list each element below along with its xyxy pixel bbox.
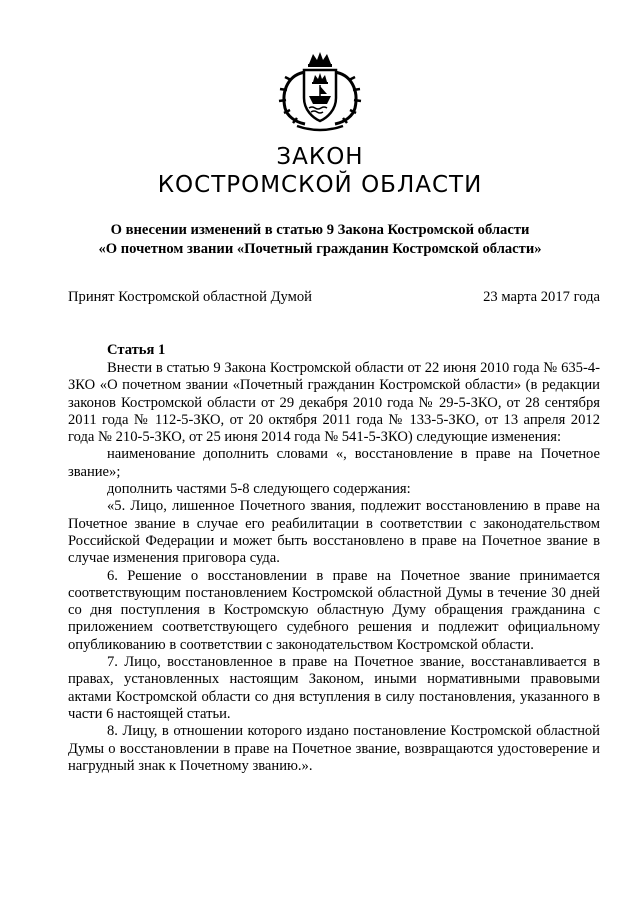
document-title-line-2: «О почетном звании «Почетный гражданин Костромской области» xyxy=(98,241,542,257)
law-region: КОСТРОМСКОЙ ОБЛАСТИ xyxy=(157,172,483,198)
coat-of-arms-icon xyxy=(271,50,369,132)
paragraph: 6. Решение о восстановлении в праве на Почетное звание принимается соответствующим постановлением Костромской областной Думы в течение 30 дней со дня поступления в Костромскую областную Думу обращения гражданина с приложением соответствующего судебного решения и подлежит официальному опубликованию в соответствии с законодательством Костромской области. xyxy=(68,567,600,653)
adoption-date: 23 марта 2017 года xyxy=(483,289,600,305)
paragraph: 8. Лицу, в отношении которого издано постановление Костромской областной Думы о восстановлении в праве на Почетное звание, возвращаются удостоверение и нагрудный знак к Почетному званию.». xyxy=(68,723,600,774)
article-heading: Статья 1 xyxy=(107,342,166,358)
article-body xyxy=(68,360,600,775)
paragraph: дополнить частями 5-8 следующего содержания: xyxy=(107,481,411,498)
paragraph: Внести в статью 9 Закона Костромской области от 22 июня 2010 года № 635-4-ЗКО «О почетном звании «Почетный гражданин Костромской области» (в редакции законов Костромской области от 29 декабря 2010 года № 29-5-ЗКО, от 28 сентября 2011 года № 112-5-ЗКО, от 20 октября 2011 года № 133-5-ЗКО, от 13 апреля 2012 года № 210-5-ЗКО, от 25 июня 2014 года № 541-5-ЗКО) следующие изменения: xyxy=(68,360,600,446)
law-word: ЗАКОН xyxy=(276,144,364,170)
paragraph: 7. Лицо, восстановленное в праве на Почетное звание, восстанавливается в правах, установленных настоящим Законом, иными нормативными правовыми актами Костромской области со дня вступления в силу постановления, указанного в части 6 настоящей статьи. xyxy=(68,654,600,722)
document-title-line-1: О внесении изменений в статью 9 Закона Костромской области xyxy=(110,222,530,238)
paragraph: наименование дополнить словами «, восстановление в праве на Почетное звание»; xyxy=(68,446,600,480)
adopted-by: Принят Костромской областной Думой xyxy=(68,289,312,305)
paragraph: «5. Лицо, лишенное Почетного звания, подлежит восстановлению в праве на Почетное звание в случае его реабилитации в соответствии с законодательством Российской Федерации и может быть восстановлено в праве на Почетное звание в случае изменения приговора суда. xyxy=(68,498,600,567)
